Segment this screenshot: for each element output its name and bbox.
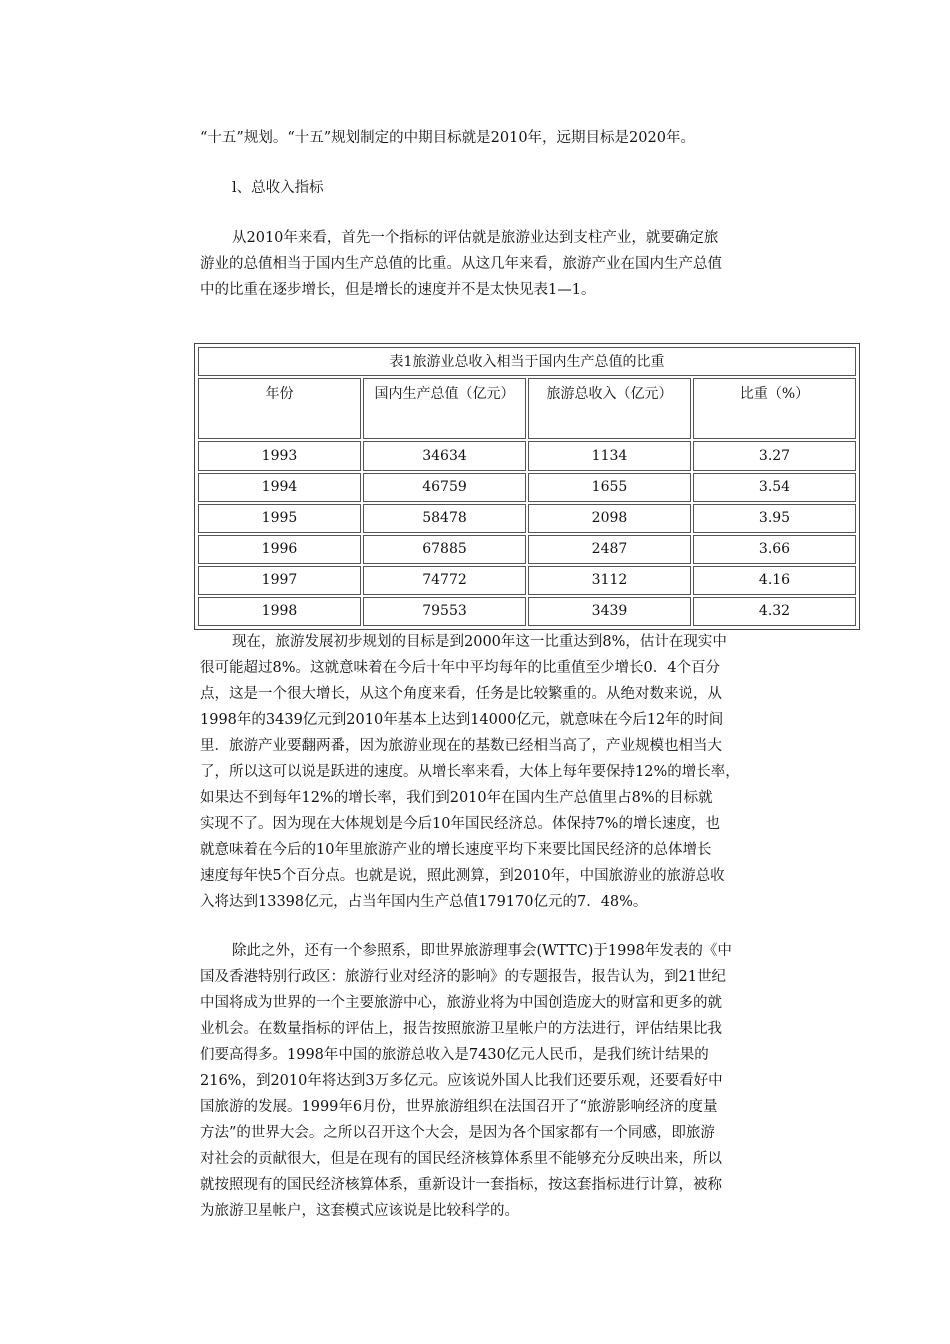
para1-line: 从2010年来看，首先一个指标的评估就是旅游业达到支柱产业，就要确定旅 [232,230,719,246]
para1-line: 游业的总值相当于国内生产总值的比重。从这几年来看，旅游产业在国内生产总值 [200,256,722,272]
para3-line: 中国将成为世界的一个主要旅游中心，旅游业将为中国创造庞大的财富和更多的就 [200,995,722,1011]
para2-line: 入将达到13398亿元，占当年国内生产总值179170亿元的7．48%。 [200,894,648,910]
para2-line: 实现不了。因为现在大体规划是今后10年国民经济总。体保持7%的增长速度，也 [200,816,720,832]
header-gdp: 国内生产总值（亿元） [363,378,526,439]
cell-ratio: 3.54 [693,473,856,502]
table-row [198,473,856,502]
cell-tourism-income: 1134 [528,441,691,470]
para2-line: 里．旅游产业要翻两番，因为旅游业现在的基数已经相当高了，产业规模也相当大 [200,738,722,754]
para2-line: 现在，旅游发展初步规划的目标是到2000年这一比重达到8%，估计在现实中 [232,634,727,650]
para2-line: 速度每年快5个百分点。也就是说，照此测算，到2010年，中国旅游业的旅游总收 [200,868,725,884]
para3-line: 方法”的世界大会。之所以召开这个大会，是因为各个国家都有一个同感，即旅游 [200,1125,715,1141]
para3-line: 国及香港特别行政区：旅游行业对经济的影响》的专题报告，报告认为，到21世纪 [200,969,726,985]
para3-line: 为旅游卫星帐户，这套模式应该说是比较科学的。 [200,1203,519,1219]
cell-tourism-income: 1655 [528,473,691,502]
table-row [198,535,856,564]
cell-ratio: 3.66 [693,535,856,564]
para1-line: 中的比重在逐步增长，但是增长的速度并不是太快见表1—1。 [200,282,596,298]
cell-gdp: 79553 [363,597,526,626]
cell-tourism-income: 3439 [528,597,691,626]
data-table [196,345,858,628]
cell-gdp: 67885 [363,535,526,564]
para3-line: 对社会的贡献很大，但是在现有的国民经济核算体系里不能够充分反映出来，所以 [200,1151,722,1167]
table-caption: 表1旅游业总收入相当于国内生产总值的比重 [198,347,856,376]
para2-line: 1998年的3439亿元到2010年基本上达到14000亿元，就意味在今后12年的时间 [200,712,724,728]
cell-gdp: 34634 [363,441,526,470]
cell-tourism-income: 2487 [528,535,691,564]
cell-year: 1993 [198,441,361,470]
section-heading: l、总收入指标 [232,180,324,196]
para3-line: 们要高得多。1998年中国的旅游总收入是7430亿元人民币，是我们统计结果的 [200,1047,709,1063]
para3-line: 业机会。在数量指标的评估上，报告按照旅游卫星帐户的方法进行，评估结果比我 [200,1021,722,1037]
cell-year: 1996 [198,535,361,564]
intro-line: “十五”规划。“十五”规划制定的中期目标就是2010年，远期目标是2020年。 [200,130,695,146]
cell-year: 1997 [198,566,361,595]
cell-ratio: 3.27 [693,441,856,470]
para3-line: 除此之外，还有一个参照系，即世界旅游理事会(WTTC)于1998年发表的《中 [232,943,732,959]
cell-year: 1994 [198,473,361,502]
header-tourism-income: 旅游总收入（亿元） [528,378,691,439]
para2-line: 很可能超过8%。这就意味着在今后十年中平均每年的比重值至少增长0．4个百分 [200,660,720,676]
cell-tourism-income: 3112 [528,566,691,595]
para2-line: 就意味着在今后的10年里旅游产业的增长速度平均下来要比国民经济的总体增长 [200,842,712,858]
para3-line: 就按照现有的国民经济核算体系，重新设计一套指标，按这套指标进行计算，被称 [200,1177,722,1193]
table-row [198,597,856,626]
table-header-row [198,378,856,439]
header-year: 年份 [198,378,361,439]
cell-gdp: 58478 [363,504,526,533]
para2-line: 如果达不到每年12%的增长率，我们到2010年在国内生产总值里占8%的目标就 [200,790,713,806]
header-ratio: 比重（%） [693,378,856,439]
data-table-frame [194,343,860,630]
para3-line: 216%，到2010年将达到3万多亿元。应该说外国人比我们还要乐观，还要看好中 [200,1073,723,1089]
cell-gdp: 46759 [363,473,526,502]
table-row [198,504,856,533]
para2-line: 了，所以这可以说是跃进的速度。从增长率来看，大体上每年要保持12%的增长率， [200,764,740,780]
cell-ratio: 4.32 [693,597,856,626]
cell-year: 1995 [198,504,361,533]
cell-year: 1998 [198,597,361,626]
table-row [198,566,856,595]
para2-line: 点，这是一个很大增长，从这个角度来看，任务是比较繁重的。从绝对数来说，从 [200,686,722,702]
cell-gdp: 74772 [363,566,526,595]
cell-ratio: 4.16 [693,566,856,595]
cell-ratio: 3.95 [693,504,856,533]
para3-line: 国旅游的发展。1999年6月份，世界旅游组织在法国召开了“旅游影响经济的度量 [200,1099,718,1115]
table-row [198,441,856,470]
cell-tourism-income: 2098 [528,504,691,533]
